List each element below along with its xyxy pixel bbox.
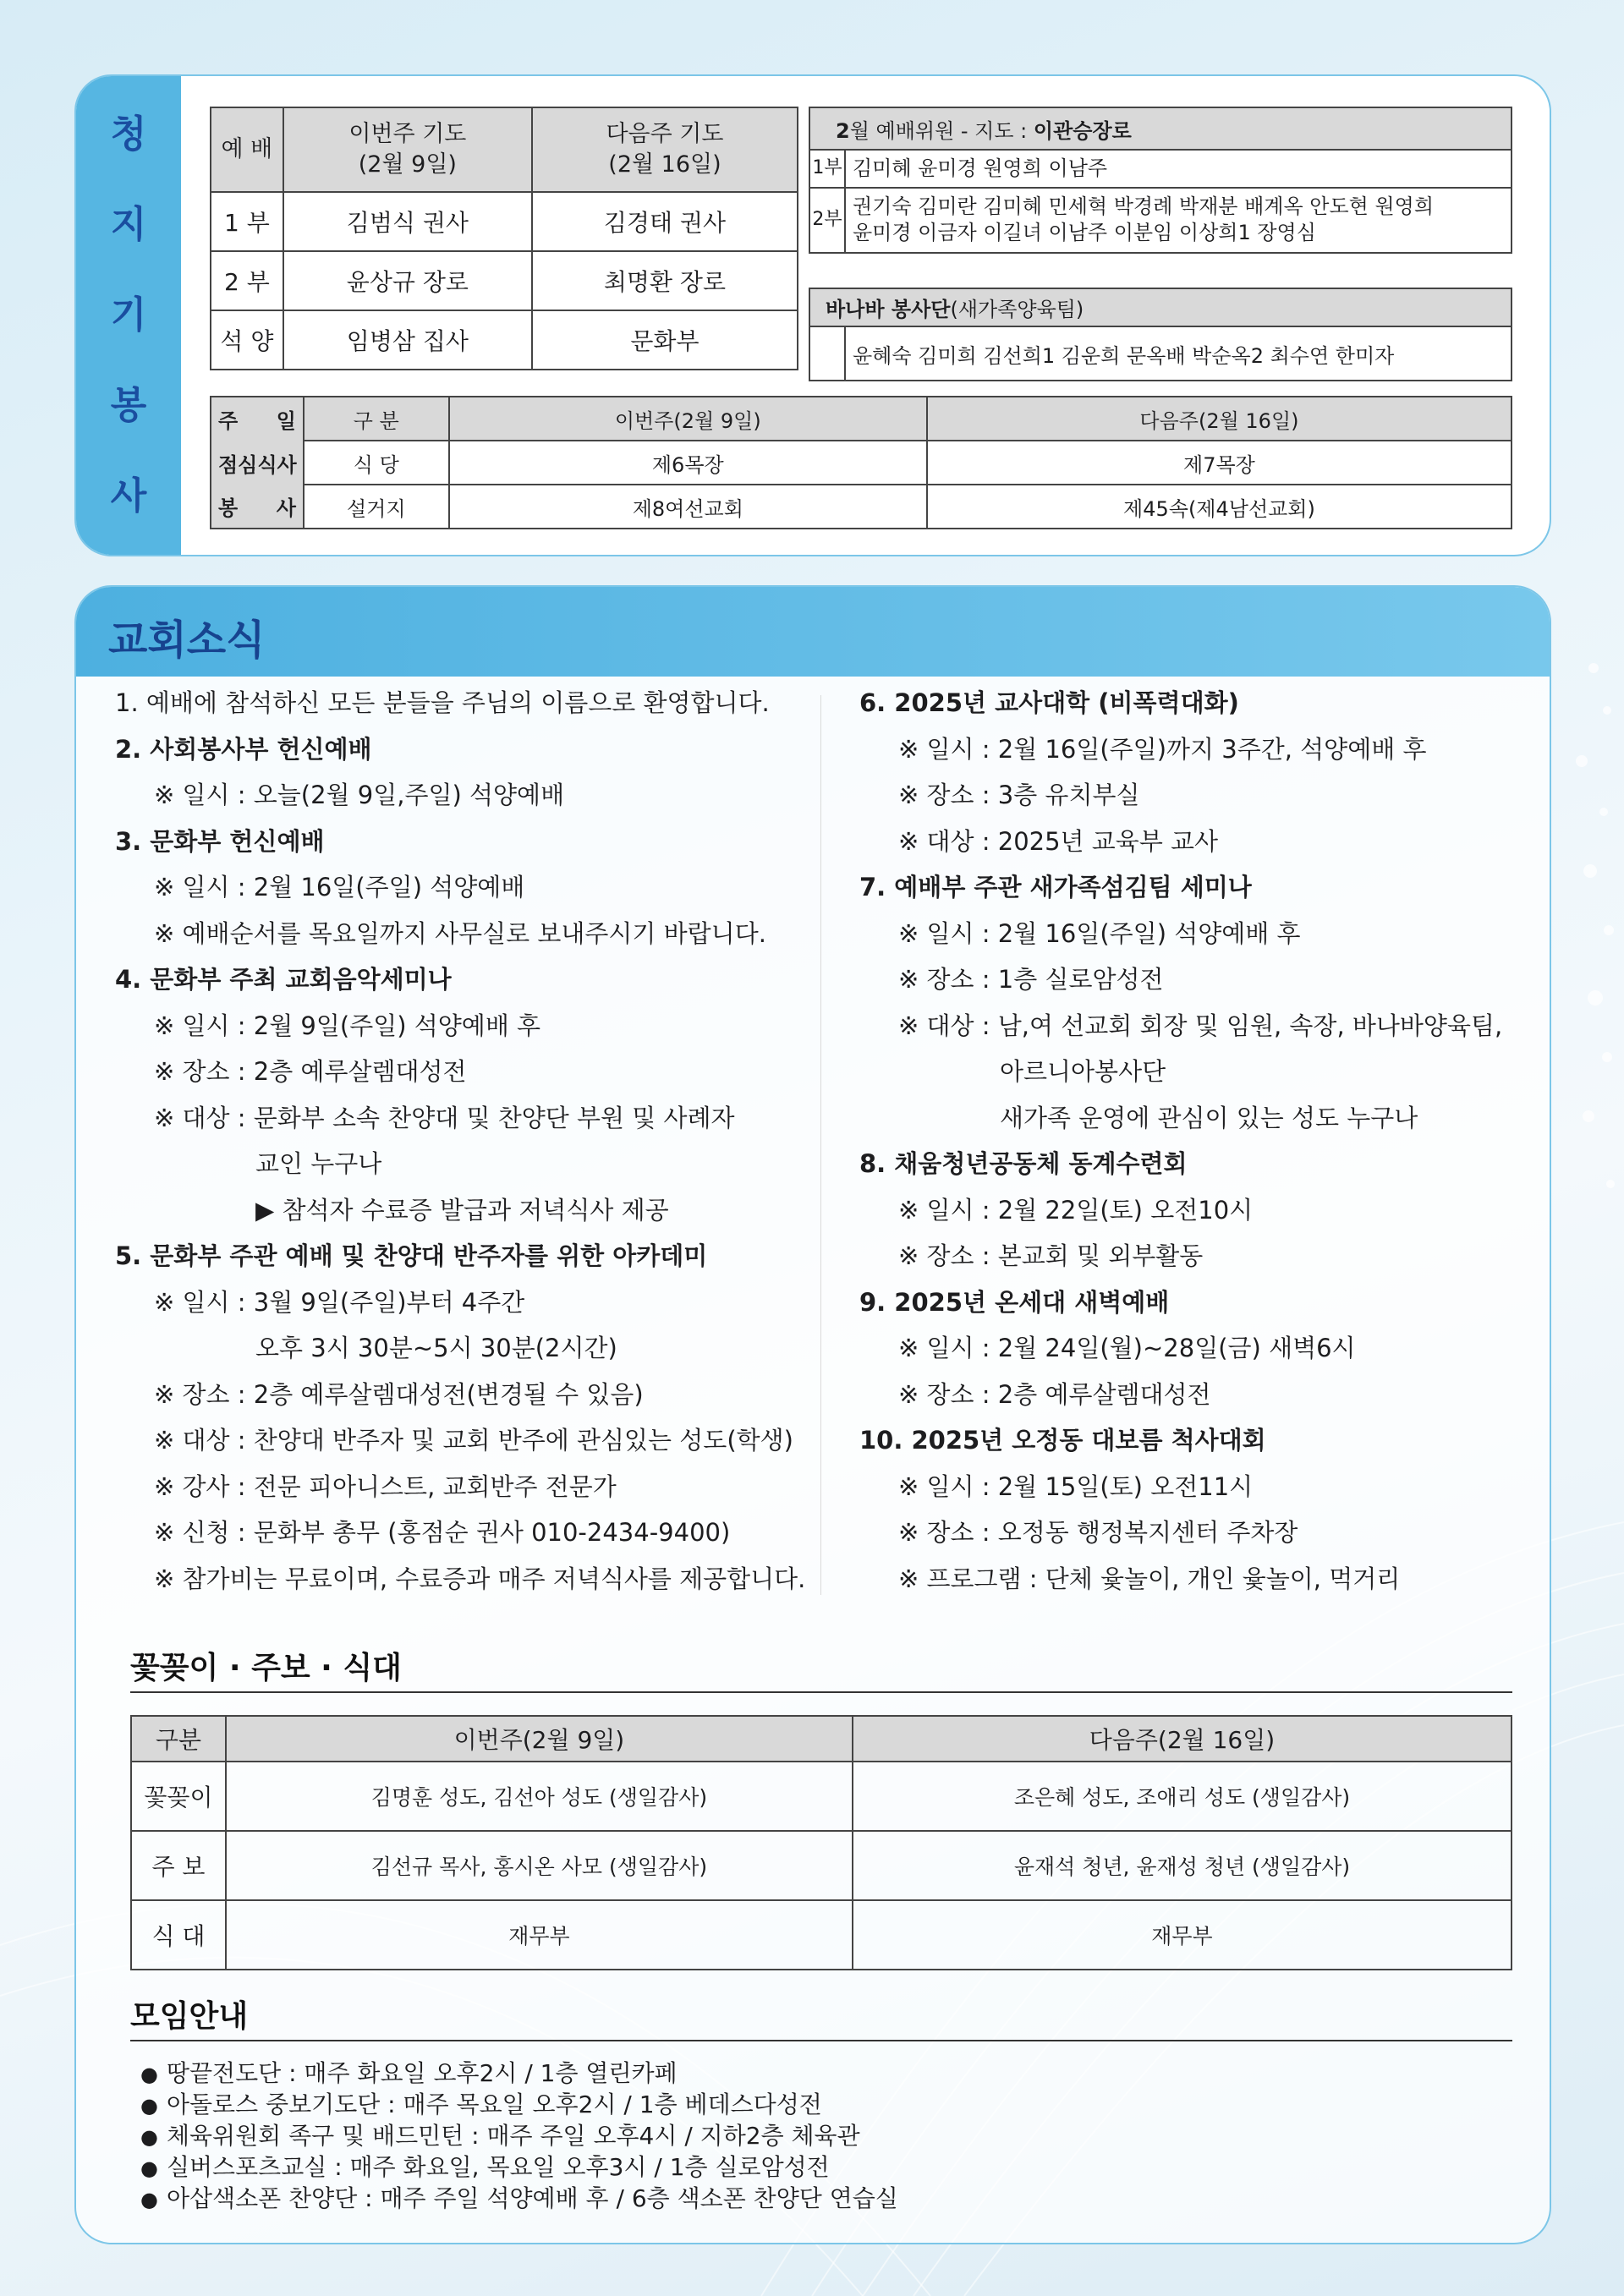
table-header-cell: 구 분 [304,397,449,441]
flower-bulletin-meal-table [130,1715,1512,1970]
news-item-heading: 5. 문화부 주관 예배 및 찬양대 반주자를 위한 아카데미 [115,1241,708,1270]
table-cell: 1부 [809,150,845,188]
news-item-line: ※ 프로그램 : 단체 윷놀이, 개인 윷놀이, 먹거리 [898,1564,1401,1593]
table-row [211,192,798,251]
news-item-line: ※ 예배순서를 목요일까지 사무실로 보내주시기 바랍니다. [154,918,766,948]
news-item-line: ※ 일시 : 2월 16일(주일) 석양예배 [154,873,525,901]
table-row [211,485,1512,529]
news-item-line: ※ 장소 : 2층 예루살렘대성전 [898,1379,1211,1409]
news-item-line: ※ 일시 : 3월 9일(주일)부터 4주간 [154,1287,525,1317]
table-row [131,1900,1512,1970]
meetings-list [140,2058,898,2215]
news-item-heading: 6. 2025년 교사대학 (비폭력대화) [859,688,1239,717]
side-title-char: 지 [110,202,147,246]
table-cell: 문화부 [532,310,798,370]
lunch-row-head: 봉 사 [211,485,304,529]
table-cell: 윤상규 장로 [283,251,532,310]
lunch-row-head: 점심식사 [211,441,304,485]
table-header-cell: 다음주(2월 16일) [853,1716,1512,1762]
banaba-header [809,288,1512,326]
section-divider [130,1691,1512,1693]
table-row [809,188,1512,252]
table-row [211,310,798,370]
table-header-cell: 이번주(2월 9일) [449,397,927,441]
news-item-line: ※ 대상 : 문화부 소속 찬양대 및 찬양단 부원 및 사례자 [154,1103,735,1132]
banaba-subtitle: (새가족양육팀) [950,298,1084,321]
table-cell: 제6목장 [449,441,927,485]
table-header-cell: 다음주 기도 (2월 16일) [532,107,798,192]
table-cell: 꽃꽂이 [131,1762,226,1831]
volunteer-panel [74,74,1551,556]
news-item-line: ※ 일시 : 2월 16일(주일) 석양예배 후 [898,918,1301,948]
table-cell [809,326,845,381]
table-row [131,1762,1512,1831]
table-row [809,326,1512,381]
list-item: ● 실버스포츠교실 : 매주 화요일, 목요일 오후3시 / 1층 실로암성전 [140,2152,898,2184]
news-item-line: ※ 일시 : 2월 9일(주일) 석양예배 후 [154,1011,541,1040]
volunteer-side-title [76,76,181,555]
table-row [131,1831,1512,1900]
news-item-line: ※ 대상 : 2025년 교육부 교사 [898,826,1219,856]
prayer-table [210,107,798,370]
news-item-heading: 7. 예배부 주관 새가족섬김팀 세미나 [859,873,1252,901]
table-cell: 2 부 [211,251,283,310]
lunch-row-head: 주 일 [211,397,304,441]
news-item-line: ※ 대상 : 찬양대 반주자 및 교회 반주에 관심있는 성도(학생) [154,1426,793,1455]
news-item-heading: 9. 2025년 온세대 새벽예배 [859,1287,1170,1317]
side-title-char: 봉 [110,384,147,428]
news-item-line: ※ 일시 : 2월 24일(월)~28일(금) 새벽6시 [898,1334,1356,1362]
header-text: 월 예배위원 - 지도 : [849,118,1034,143]
table-cell: 제7목장 [927,441,1512,485]
table-header-cell: 예 배 [211,107,283,192]
news-item-line: 교인 누구나 [255,1149,382,1178]
news-item-heading: 4. 문화부 주최 교회음악세미나 [115,965,452,994]
worship-committee-table [809,107,1512,254]
news-item-heading: 3. 문화부 헌신예배 [115,826,325,856]
table-header-cell: 구분 [131,1716,226,1762]
table-cell: 조은혜 성도, 조애리 성도 (생일감사) [853,1762,1512,1831]
meetings-section-title: 모임안내 [130,1999,249,2034]
news-item-line: ※ 장소 : 2층 예루살렘대성전(변경될 수 있음) [154,1379,644,1409]
lunch-service-table [210,396,1512,529]
table-cell: 김범식 권사 [283,192,532,251]
news-item-line: ※ 일시 : 2월 15일(토) 오전11시 [898,1471,1254,1501]
news-item-line: ※ 장소 : 2층 예루살렘대성전 [154,1057,467,1086]
news-item-line: ※ 대상 : 남,여 선교회 회장 및 임원, 속장, 바나바양육팀, [898,1011,1503,1040]
table-header-cell: 다음주(2월 16일) [927,397,1512,441]
table-cell: 주 보 [131,1831,226,1900]
side-title-char: 청 [110,112,147,156]
table-cell: 식 당 [304,441,449,485]
news-item-line: ※ 강사 : 전문 피아니스트, 교회반주 전문가 [154,1471,617,1501]
news-header [76,587,1550,677]
flower-section-title: 꽃꽂이 · 주보 · 식대 [130,1651,402,1685]
table-cell: 재무부 [853,1900,1512,1970]
side-title-char: 사 [110,474,147,518]
column-divider [820,695,821,1595]
list-item: ● 땅끝전도단 : 매주 화요일 오후2시 / 1층 열린카페 [140,2058,898,2090]
news-item-line: ※ 참가비는 무료이며, 수료증과 매주 저녁식사를 제공합니다. [154,1564,806,1593]
news-item-heading: 10. 2025년 오정동 대보름 척사대회 [859,1426,1266,1455]
table-cell: 1 부 [211,192,283,251]
table-header-row [211,107,798,192]
banaba-table [809,288,1512,381]
news-item-line: 새가족 운영에 관심이 있는 성도 누구나 [1000,1103,1418,1132]
news-item-line: 1. 예배에 참석하신 모든 분들을 주님의 이름으로 환영합니다. [115,688,770,717]
table-header-row [809,107,1512,150]
table-cell: 2부 [809,188,845,252]
table-cell: 석 양 [211,310,283,370]
news-left-column [115,680,876,1602]
table-cell: 식 대 [131,1900,226,1970]
table-row [211,251,798,310]
news-title: 교회소식 [108,616,266,664]
news-item-line: ※ 장소 : 본교회 및 외부활동 [898,1241,1204,1270]
worship-committee-header [809,107,1512,150]
table-header-cell: 이번주 기도 (2월 9일) [283,107,532,192]
table-cell: 설거지 [304,485,449,529]
news-item-line: 오후 3시 30분~5시 30분(2시간) [255,1334,617,1362]
table-header-cell: 이번주(2월 9일) [226,1716,853,1762]
news-item-line: ※ 일시 : 2월 22일(토) 오전10시 [898,1195,1254,1225]
table-header-row [809,288,1512,326]
news-item-line: ※ 장소 : 1층 실로암성전 [898,965,1164,994]
section-divider [130,2040,1512,2041]
table-row [211,441,1512,485]
table-cell: 제45속(제4남선교회) [927,485,1512,529]
table-cell: 윤재석 청년, 윤재성 청년 (생일감사) [853,1831,1512,1900]
news-item-line: 아르니아봉사단 [1000,1057,1166,1086]
table-cell: 김선규 목사, 홍시온 사모 (생일감사) [226,1831,853,1900]
table-header-row [131,1716,1512,1762]
news-item-line: ▶ 참석자 수료증 발급과 저녁식사 제공 [255,1195,669,1225]
table-header-row [211,397,1512,441]
table-cell: 최명환 장로 [532,251,798,310]
news-right-column [859,680,1551,1602]
table-cell: 김명훈 성도, 김선아 성도 (생일감사) [226,1762,853,1831]
news-item-line: ※ 일시 : 오늘(2월 9일,주일) 석양예배 [154,781,565,809]
list-item: ● 체육위원회 족구 및 배드민턴 : 매주 주일 오후4시 / 지하2층 체육관 [140,2121,898,2152]
table-cell: 김경태 권사 [532,192,798,251]
header-month: 2 [836,118,850,143]
banaba-members: 윤혜숙 김미희 김선희1 김운희 문옥배 박순옥2 최수연 한미자 [845,326,1512,381]
banaba-title: 바나바 봉사단 [826,298,951,321]
header-leader: 이관승장로 [1033,118,1132,143]
table-cell: 임병삼 집사 [283,310,532,370]
list-item: ● 아삽색소폰 찬양단 : 매주 주일 석양예배 후 / 6층 색소폰 찬양단 연습실 [140,2184,898,2215]
table-cell: 재무부 [226,1900,853,1970]
table-cell: 권기숙 김미란 김미혜 민세혁 박경례 박재분 배계옥 안도현 원영희 윤미경 이금자 이길녀 이남주 이분임 이상희1 장영심 [845,188,1512,252]
news-item-line: ※ 신청 : 문화부 총무 (홍점순 권사 010-2434-9400) [154,1518,731,1547]
table-cell: 김미혜 윤미경 원영희 이남주 [845,150,1512,188]
table-row [809,150,1512,188]
list-item: ● 아돌로스 중보기도단 : 매주 목요일 오후2시 / 1층 베데스다성전 [140,2090,898,2121]
news-item-heading: 2. 사회봉사부 헌신예배 [115,734,372,764]
news-item-line: ※ 장소 : 3층 유치부실 [898,781,1140,809]
news-item-line: ※ 일시 : 2월 16일(주일)까지 3주간, 석양예배 후 [898,734,1427,764]
news-item-heading: 8. 채움청년공동체 동계수련회 [859,1149,1188,1178]
side-title-char: 기 [110,293,147,337]
church-news-panel [74,585,1551,2244]
news-item-line: ※ 장소 : 오정동 행정복지센터 주차장 [898,1518,1298,1547]
table-cell: 제8여선교회 [449,485,927,529]
